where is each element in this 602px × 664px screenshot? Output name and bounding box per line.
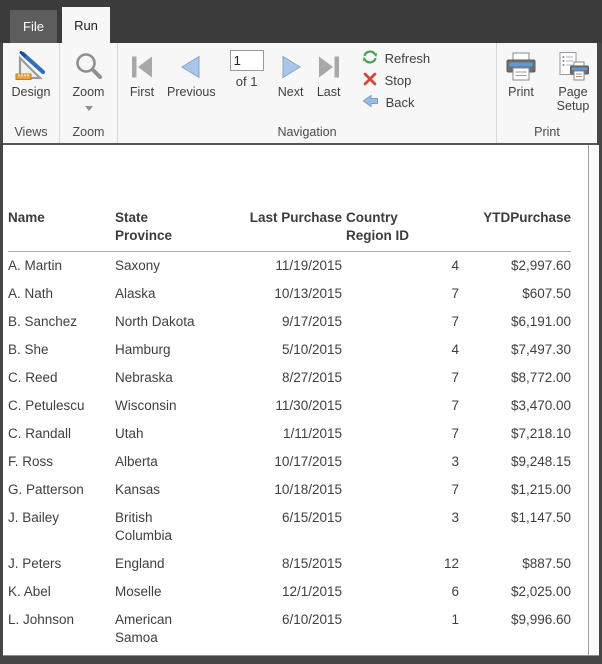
table-row	[8, 392, 571, 420]
cell-state-province: Hamburg	[115, 342, 171, 357]
tab-file[interactable]: File	[10, 10, 57, 43]
cell-name: A. Martin	[8, 258, 63, 273]
cell-name: K. Abel	[8, 584, 51, 599]
print-icon	[503, 49, 539, 85]
page-setup-button[interactable]	[550, 49, 596, 113]
back-label: Back	[385, 95, 415, 110]
last-page-icon	[315, 49, 343, 85]
print-label: Print	[508, 85, 534, 99]
table-row	[8, 420, 571, 448]
navigation-small-buttons	[362, 50, 431, 111]
cell-ytd-purchase: $6,191.00	[510, 314, 571, 329]
previous-page-icon	[178, 49, 204, 85]
cell-name: J. Bailey	[8, 510, 60, 525]
zoom-button[interactable]	[60, 49, 117, 114]
cell-last-purchase: 11/30/2015	[275, 398, 342, 413]
cell-last-purchase: 6/15/2015	[281, 510, 342, 525]
zoom-label: Zoom	[72, 85, 105, 99]
cell-name: F. Ross	[8, 454, 54, 469]
ribbon	[3, 43, 597, 145]
cell-name: C. Randall	[8, 426, 72, 441]
previous-page-button[interactable]	[167, 49, 216, 99]
stop-button[interactable]	[362, 72, 431, 89]
report-page	[3, 145, 589, 655]
design-button[interactable]	[3, 49, 59, 99]
cell-name: B. Sanchez	[8, 314, 78, 329]
table-row	[8, 336, 571, 364]
column-header-country-region-id: Country Region ID	[342, 209, 462, 252]
cell-name: B. She	[8, 342, 49, 357]
table-row	[8, 448, 571, 476]
table-row	[8, 308, 571, 336]
back-button[interactable]	[362, 94, 431, 111]
report-viewer-area	[3, 145, 599, 656]
ribbon-group-zoom	[60, 43, 118, 143]
cell-country-region-id: 7	[451, 426, 459, 441]
cell-ytd-purchase: $7,218.10	[510, 426, 571, 441]
page-total-label: of 1	[235, 74, 258, 89]
cell-state-province: England	[115, 556, 165, 571]
cell-state-province: Moselle	[115, 584, 162, 599]
next-page-label: Next	[277, 85, 304, 99]
cell-name: C. Reed	[8, 370, 58, 385]
print-button[interactable]	[498, 49, 544, 99]
cell-state-province: Utah	[115, 426, 144, 441]
cell-state-province: Nebraska	[115, 370, 173, 385]
cell-state-province: Saxony	[115, 258, 161, 273]
cell-last-purchase: 12/1/2015	[281, 584, 342, 599]
table-row	[8, 252, 571, 281]
cell-ytd-purchase: $887.50	[522, 556, 571, 571]
navigation-group-label: Navigation	[277, 125, 337, 139]
cell-state-province: Wisconsin	[115, 398, 177, 413]
cell-last-purchase: 10/17/2015	[274, 454, 342, 469]
refresh-label: Refresh	[384, 51, 431, 66]
ribbon-group-print	[497, 43, 597, 143]
column-header-name: Name	[8, 209, 115, 252]
cell-ytd-purchase: $1,215.00	[510, 482, 571, 497]
design-label: Design	[11, 85, 51, 99]
page-setup-icon	[555, 49, 591, 85]
column-header-state-province: State Province	[115, 209, 225, 252]
first-page-button[interactable]	[128, 49, 156, 99]
column-header-ytd-purchase: YTDPurchase	[462, 209, 571, 252]
cell-country-region-id: 7	[451, 482, 459, 497]
cell-last-purchase: 6/10/2015	[281, 612, 342, 627]
table-row	[8, 606, 571, 652]
back-icon	[362, 93, 379, 112]
next-page-icon	[278, 49, 304, 85]
cell-country-region-id: 4	[451, 258, 459, 273]
cell-ytd-purchase: $7,497.30	[510, 342, 571, 357]
cell-name: G. Patterson	[8, 482, 84, 497]
vertical-scrollbar-track	[589, 145, 599, 655]
cell-last-purchase: 5/10/2015	[281, 342, 342, 357]
cell-country-region-id: 7	[451, 314, 459, 329]
cell-state-province: Alberta	[115, 454, 158, 469]
cell-state-province: North Dakota	[115, 314, 195, 329]
next-page-button[interactable]	[278, 49, 304, 99]
cell-last-purchase: 1/11/2015	[282, 426, 342, 441]
table-header-row	[8, 209, 571, 252]
cell-ytd-purchase: $2,025.00	[510, 584, 571, 599]
page-number-control	[227, 50, 267, 89]
views-group-label: Views	[14, 125, 48, 139]
cell-country-region-id: 7	[451, 286, 459, 301]
cell-country-region-id: 4	[451, 342, 459, 357]
zoom-icon	[73, 49, 105, 85]
page-setup-label: Page Setup	[556, 85, 590, 113]
cell-ytd-purchase: $2,997.60	[510, 258, 571, 273]
cell-state-province: Kansas	[115, 482, 161, 497]
cell-country-region-id: 6	[451, 584, 459, 599]
cell-state-province: Alaska	[115, 286, 156, 301]
cell-ytd-purchase: $3,470.00	[510, 398, 571, 413]
design-icon	[14, 49, 48, 85]
cell-country-region-id: 3	[451, 454, 459, 469]
cell-country-region-id: 7	[451, 370, 459, 385]
stop-icon	[362, 71, 378, 90]
first-page-label: First	[129, 85, 155, 99]
cell-ytd-purchase: $607.50	[522, 286, 571, 301]
table-row	[8, 504, 571, 550]
cell-name: L. Johnson	[8, 612, 75, 627]
table-row	[8, 476, 571, 504]
column-header-last-purchase: Last Purchase	[225, 209, 342, 252]
first-page-icon	[128, 49, 156, 85]
ribbon-group-navigation	[118, 43, 497, 143]
cell-last-purchase: 8/15/2015	[281, 556, 342, 571]
cell-last-purchase: 10/13/2015	[274, 286, 342, 301]
cell-ytd-purchase: $9,996.60	[510, 612, 571, 627]
previous-page-label: Previous	[167, 85, 216, 99]
page-number-input[interactable]	[230, 50, 264, 71]
ribbon-group-views	[3, 43, 60, 143]
stop-label: Stop	[384, 73, 412, 88]
cell-ytd-purchase: $9,248.15	[510, 454, 571, 469]
cell-ytd-purchase: $1,147.50	[510, 510, 571, 525]
refresh-icon	[362, 49, 378, 68]
cell-last-purchase: 9/17/2015	[281, 314, 342, 329]
cell-last-purchase: 10/18/2015	[274, 482, 342, 497]
chevron-down-icon[interactable]	[85, 100, 93, 114]
cell-country-region-id: 7	[451, 398, 459, 413]
cell-country-region-id: 3	[451, 510, 459, 525]
cell-country-region-id: 12	[443, 556, 459, 571]
cell-country-region-id: 1	[451, 612, 459, 627]
print-group-label: Print	[534, 125, 560, 139]
cell-ytd-purchase: $8,772.00	[510, 370, 571, 385]
table-row	[8, 550, 571, 578]
report-table-body	[8, 252, 571, 653]
cell-state-province: American Samoa	[115, 612, 173, 645]
report-table	[8, 209, 571, 652]
cell-name: C. Petulescu	[8, 398, 85, 413]
cell-last-purchase: 11/19/2015	[275, 258, 342, 273]
last-page-button[interactable]	[315, 49, 343, 99]
ribbon-tab-bar	[0, 0, 602, 43]
last-page-label: Last	[316, 85, 341, 99]
table-row	[8, 280, 571, 308]
refresh-button[interactable]	[362, 50, 431, 67]
cell-state-province: British Columbia	[115, 510, 173, 543]
cell-last-purchase: 8/27/2015	[281, 370, 342, 385]
table-row	[8, 578, 571, 606]
tab-run[interactable]: Run	[62, 7, 110, 43]
cell-name: J. Peters	[8, 556, 62, 571]
cell-name: A. Nath	[8, 286, 54, 301]
zoom-group-label: Zoom	[72, 125, 105, 139]
table-row	[8, 364, 571, 392]
